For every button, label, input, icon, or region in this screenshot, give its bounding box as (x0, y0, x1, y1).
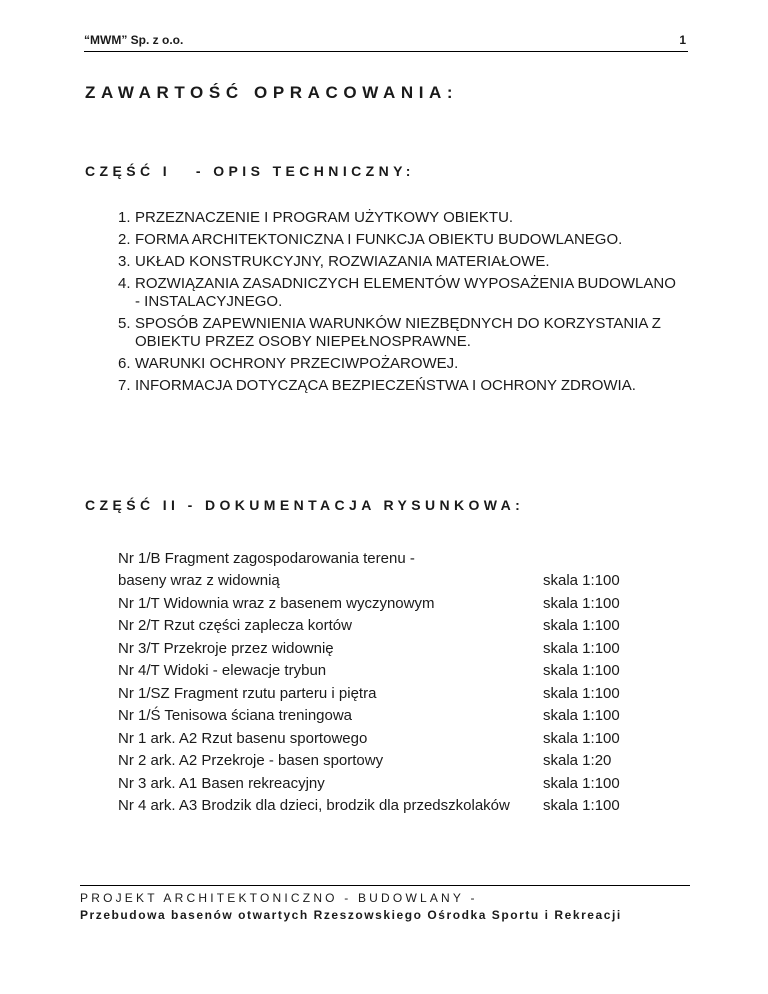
drawing-scale: skala 1:100 (543, 707, 620, 724)
list-item-number: 1. (118, 209, 131, 226)
list-item-text: PRZEZNACZENIE I PROGRAM UŻYTKOWY OBIEKTU. (135, 209, 514, 226)
page-header (84, 33, 688, 52)
drawing-title: Nr 1/T Widownia wraz z basenem wyczynowym (118, 594, 435, 612)
table-row (118, 615, 638, 638)
drawing-title: Nr 2/T Rzut części zaplecza kortów (118, 617, 352, 634)
drawing-scale: skala 1:100 (543, 639, 620, 657)
table-row (118, 683, 638, 706)
table-row (118, 660, 638, 683)
list-item-number: 4. (118, 275, 131, 292)
page-footer (80, 885, 690, 923)
footer-project-type: PROJEKT ARCHITEKTONICZNO - BUDOWLANY - (80, 891, 478, 905)
list-item-text: UKŁAD KONSTRUKCYJNY, ROZWIAZANIA MATERIAŁOWE. (135, 253, 550, 270)
list-item-text: FORMA ARCHITEKTONICZNA I FUNKCJA OBIEKTU BUDOWLANEGO. (135, 231, 623, 248)
drawings-table (118, 548, 638, 818)
document-title: ZAWARTOŚĆ OPRACOWANIA: (85, 83, 459, 102)
list-item-text: INFORMACJA DOTYCZĄCA BEZPIECZEŃSTWA I OCHRONY ZDROWIA. (135, 377, 636, 394)
table-row (118, 773, 638, 796)
list-item-text: SPOSÓB ZAPEWNIENIA WARUNKÓW NIEZBĘDNYCH DO KORZYSTANIA Z OBIEKTU PRZEZ OSOBY NIEPEŁNOSPRAWNE. (135, 315, 661, 350)
table-row (118, 570, 638, 593)
list-item (118, 209, 678, 227)
table-row (118, 638, 638, 661)
part2-heading: CZĘŚĆ II - DOKUMENTACJA RYSUNKOWA: (85, 497, 525, 513)
drawing-scale: skala 1:100 (543, 617, 620, 634)
list-item (118, 253, 678, 271)
drawing-title: Nr 1 ark. A2 Rzut basenu sportowego (118, 729, 368, 747)
footer-project-name: Przebudowa basenów otwartych Rzeszowskiego Ośrodka Sportu i Rekreacji (80, 908, 622, 922)
drawing-title: Nr 3/T Przekroje przez widownię (118, 639, 334, 657)
page-number: 1 (679, 33, 686, 47)
list-item-number: 3. (118, 253, 131, 270)
list-item-number: 5. (118, 315, 131, 332)
drawing-title: Nr 3 ark. A1 Basen rekreacyjny (118, 774, 325, 792)
drawing-scale: skala 1:100 (543, 797, 620, 814)
table-row (118, 728, 638, 751)
list-item-number: 2. (118, 231, 131, 248)
list-item-number: 7. (118, 377, 131, 394)
part1-contents-list (118, 209, 678, 399)
drawing-scale: skala 1:100 (543, 594, 620, 612)
drawing-scale: skala 1:100 (543, 774, 620, 792)
drawing-title: Nr 1/SZ Fragment rzutu parteru i piętra (118, 684, 377, 702)
drawing-title: Nr 4/T Widoki - elewacje trybun (118, 662, 327, 679)
list-item (118, 275, 678, 311)
drawing-title: Nr 2 ark. A2 Przekroje - basen sportowy (118, 752, 384, 769)
table-row (118, 705, 638, 728)
list-item-text: ROZWIĄZANIA ZASADNICZYCH ELEMENTÓW WYPOSAŻENIA BUDOWLANO - INSTALACYJNEGO. (135, 275, 676, 310)
table-row (118, 750, 638, 773)
drawing-title: Nr 4 ark. A3 Brodzik dla dzieci, brodzik dla przedszkolaków (118, 797, 510, 814)
drawing-intro-line: Nr 1/B Fragment zagospodarowania terenu - (118, 550, 415, 567)
drawing-scale: skala 1:100 (543, 729, 620, 747)
drawing-scale: skala 1:100 (543, 572, 620, 589)
list-item (118, 355, 678, 373)
drawing-scale: skala 1:20 (543, 752, 612, 769)
list-item (118, 377, 678, 395)
table-row (118, 593, 638, 616)
list-item-number: 6. (118, 355, 131, 372)
part1-heading: CZĘŚĆ I - OPIS TECHNICZNY: (85, 163, 415, 179)
drawing-title: baseny wraz z widownią (118, 572, 280, 589)
list-item (118, 231, 678, 249)
company-name: “MWM” Sp. z o.o. (84, 33, 184, 47)
table-row (118, 795, 638, 818)
drawing-scale: skala 1:100 (543, 662, 620, 679)
drawing-title: Nr 1/Ś Tenisowa ściana treningowa (118, 707, 353, 724)
list-item (118, 315, 678, 351)
list-item-text: WARUNKI OCHRONY PRZECIWPOŻAROWEJ. (135, 355, 459, 372)
drawing-scale: skala 1:100 (543, 684, 620, 702)
